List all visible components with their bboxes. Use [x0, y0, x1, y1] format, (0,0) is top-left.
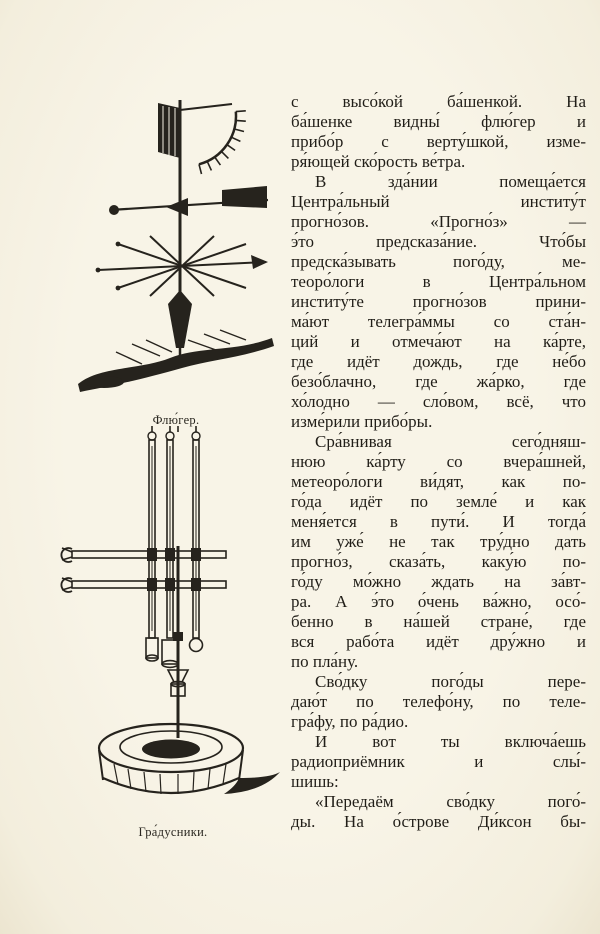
- text-line: Центра́льный институ́т: [291, 192, 586, 211]
- text-line: ций и отмеча́ют на ка́рте,: [291, 332, 586, 351]
- text-line: нюю ка́рту со вчера́шней,: [291, 452, 586, 471]
- text-line: В зда́нии помеща́ется: [315, 172, 586, 191]
- text-line: им уже́ не так тру́дно дать: [291, 532, 586, 551]
- text-line: го́ду мо́жно ждать на за́вт-: [291, 572, 586, 591]
- figure-caption-thermometers: Гра́дусники.: [138, 825, 208, 839]
- text-line: э́то предсказа́ние. Что́бы: [291, 232, 586, 251]
- text-line: хо́лодно — сло́вом, всё, что: [291, 392, 586, 411]
- text-line: метеоро́логи ви́дят, как по-: [291, 472, 586, 491]
- text-line: изме́рили прибо́ры.: [291, 412, 433, 431]
- basin-shadow: [224, 772, 280, 794]
- figure-thermometers: [56, 426, 290, 839]
- text-line: ба́шенке видны́ флю́гер и: [291, 112, 586, 131]
- text-line: радиоприёмник и слы́-: [291, 752, 586, 771]
- vane-arrow: [109, 186, 268, 216]
- crossbar-upper: [61, 548, 226, 562]
- text-line: с высо́кой ба́шенкой. На: [291, 92, 586, 111]
- text-line: вся рабо́та идёт дру́жно и: [291, 632, 586, 651]
- text-line: ды. На о́строве Ди́ксон бы-: [291, 812, 586, 831]
- text-line: гра́фу, по ра́дио.: [291, 712, 409, 731]
- text-line: ма́ют телегра́ммы со ста́н-: [291, 312, 586, 331]
- text-line: безо́блачно, где жа́рко, где: [291, 372, 586, 391]
- text-line: ря́ющей ско́рость ве́тра.: [291, 152, 466, 171]
- vane-star: [96, 236, 268, 296]
- figure-caption-weather-vane: Флю́гер.: [152, 413, 200, 427]
- text-column: [291, 92, 586, 832]
- figure-weather-vane: [70, 94, 282, 427]
- text-line: бенно в на́шей стране́, где: [291, 612, 586, 631]
- bulbs: [146, 638, 203, 667]
- weather-vane-illustration: [70, 94, 282, 406]
- basin: [99, 724, 280, 794]
- text-line: по пла́ну.: [291, 652, 359, 671]
- thermometer-tubes: [148, 432, 200, 638]
- text-line: теоро́логи в Центра́льном: [291, 272, 586, 291]
- vane-comb: [199, 111, 246, 174]
- text-line: институ́те прогно́зов прини-: [291, 292, 586, 311]
- text-line: меня́ется в пути́. И тогда́: [291, 512, 586, 531]
- text-line: прогно́зов. «Прогно́з» —: [291, 212, 586, 231]
- text-line: И вот ты включа́ешь: [315, 732, 586, 751]
- text-line: прибо́р с верту́шкой, изме-: [291, 132, 586, 151]
- text-line: где идёт дождь, где не́бо: [291, 352, 586, 371]
- text-line: Сво́дку пого́ды пере-: [315, 672, 586, 691]
- text-line: «Передаём сво́дку пого́-: [315, 792, 586, 811]
- vane-spear: [168, 290, 192, 348]
- text-line: ра. А э́то о́чень ва́жно, осо́-: [291, 592, 586, 611]
- text-line: прогно́з, сказа́ть, каку́ю по-: [291, 552, 586, 571]
- text-line: го́да идёт по земле́ и как: [291, 492, 586, 511]
- thermometers-illustration: [56, 426, 290, 818]
- crossbar-lower: [61, 578, 226, 592]
- text-line: Сра́внивая сего́дняш-: [315, 432, 586, 451]
- text-line: даю́т по телефо́ну, по теле-: [291, 692, 586, 711]
- text-line: предска́зывать пого́ду, ме-: [291, 252, 586, 271]
- text-line: шишь:: [291, 772, 339, 791]
